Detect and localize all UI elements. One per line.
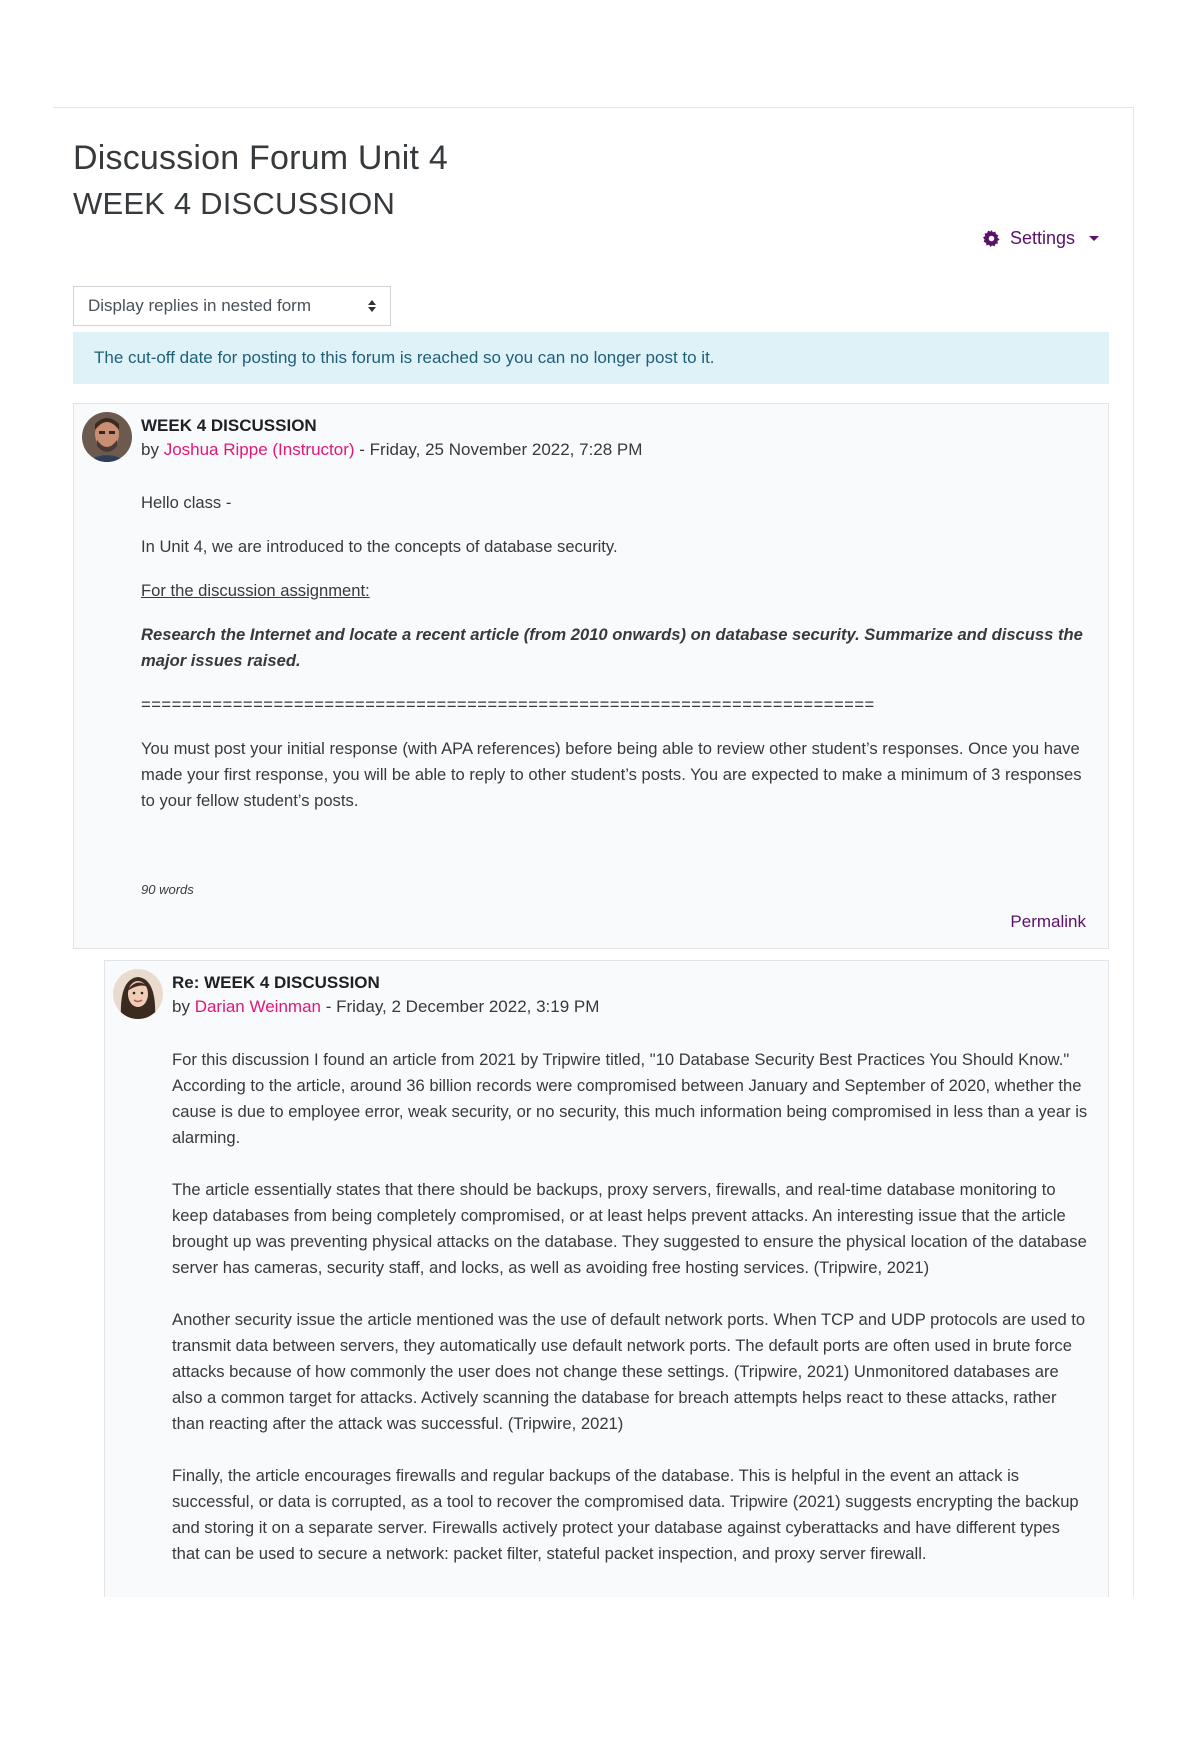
post-greeting: Hello class - — [141, 493, 232, 512]
post-content — [172, 1047, 1090, 1593]
page-header — [73, 138, 448, 224]
forum-post-main — [73, 403, 1109, 949]
reply-paragraph: The article essentially states that there should be backups, proxy servers, firewalls, and real-time database monitoring to keep databases from being completely compromised, or at least helps prevent attacks. An interesting issue that the article brought up was preventing physical attacks on the database. They suggested to ensure the physical location of the database server has cameras, security staff, and locks, as well as avoiding free hosting services. (Tripwire, 2021) — [172, 1180, 1087, 1277]
assignment-text: Research the Internet and locate a recent article (from 2010 onwards) on database security. Summarize and discuss the major issues raised. — [141, 625, 1083, 670]
post-content — [141, 490, 1090, 832]
student-avatar[interactable] — [113, 969, 163, 1019]
author-link[interactable]: Darian Weinman — [194, 997, 321, 1016]
forum-title: Discussion Forum Unit 4 — [73, 139, 448, 177]
author-link[interactable]: Joshua Rippe (Instructor) — [163, 440, 355, 459]
settings-label: Settings — [1010, 228, 1076, 248]
reply-paragraph: Another security issue the article mentioned was the use of default network ports. When TCP and UDP protocols are used to transmit data between servers, they automatically use default network ports. The default ports are often used in brute force attacks because of how commonly the user does not change these settings. (Tripwire, 2021) Unmonitored databases are also a common target for attacks. Actively scanning the database for breach attempts helps react to these attacks, rather than reacting after the attack was successful. (Tripwire, 2021) — [172, 1310, 1086, 1433]
forum-page — [53, 107, 1134, 1597]
cutoff-alert: The cut-off date for posting to this forum is reached so you can no longer post to it. — [73, 332, 1109, 384]
post-header — [141, 414, 1088, 462]
permalink-link[interactable]: Permalink — [1010, 912, 1086, 931]
display-mode-value: Display replies in nested form — [88, 296, 311, 315]
discussion-heading: WEEK 4 DISCUSSION — [73, 186, 396, 221]
assignment-label: For the discussion assignment: — [141, 581, 370, 600]
post-instructions: You must post your initial response (with APA references) before being able to review other student’s responses. Once you have made your first response, you will be able to reply to other student’s posts. You are expected to make a minimum of 3 responses to your fellow student’s posts. — [141, 739, 1082, 810]
caret-down-icon — [1089, 236, 1099, 241]
reply-paragraph: For this discussion I found an article from 2021 by Tripwire titled, "10 Database Security Best Practices You Should Know." According to the article, around 36 billion records were compromised between January and September of 2020, whether the cause is due to employee error, weak security, or no security, this much information being compromised in less than a year is alarming. — [172, 1050, 1088, 1147]
by-prefix: by — [141, 440, 164, 459]
post-subject: WEEK 4 DISCUSSION — [141, 416, 317, 435]
reply-paragraph: Finally, the article encourages firewalls and regular backups of the database. This is helpful in the event an attack is successful, or data is corrupted, as a tool to recover the compromised data. Tripwire (2021) suggests encrypting the backup and storing it on a separate server. Firewalls actively protect your database against cyberattacks and have different types that can be used to secure a network: packet filter, stateful packet inspection, and proxy server firewall. — [172, 1466, 1079, 1563]
post-byline — [172, 995, 1088, 1019]
post-intro: In Unit 4, we are introduced to the concepts of database security. — [141, 537, 618, 556]
gear-icon — [983, 230, 1000, 247]
by-prefix: by — [172, 997, 195, 1016]
select-arrows-icon — [368, 300, 376, 312]
display-mode-select[interactable] — [73, 286, 391, 326]
student-avatar-image — [113, 969, 163, 1019]
forum-post-reply — [104, 960, 1109, 1597]
post-date: - Friday, 2 December 2022, 3:19 PM — [320, 997, 600, 1016]
post-byline — [141, 438, 1088, 462]
instructor-avatar-image — [82, 412, 132, 462]
instructor-avatar[interactable] — [82, 412, 132, 462]
word-count: 90 words — [141, 882, 194, 897]
post-subject: Re: WEEK 4 DISCUSSION — [172, 973, 380, 992]
separator-line: ======================================================================== — [141, 695, 875, 714]
post-date: - Friday, 25 November 2022, 7:28 PM — [354, 440, 643, 459]
post-header — [172, 971, 1088, 1019]
settings-menu-button[interactable] — [983, 228, 1099, 249]
